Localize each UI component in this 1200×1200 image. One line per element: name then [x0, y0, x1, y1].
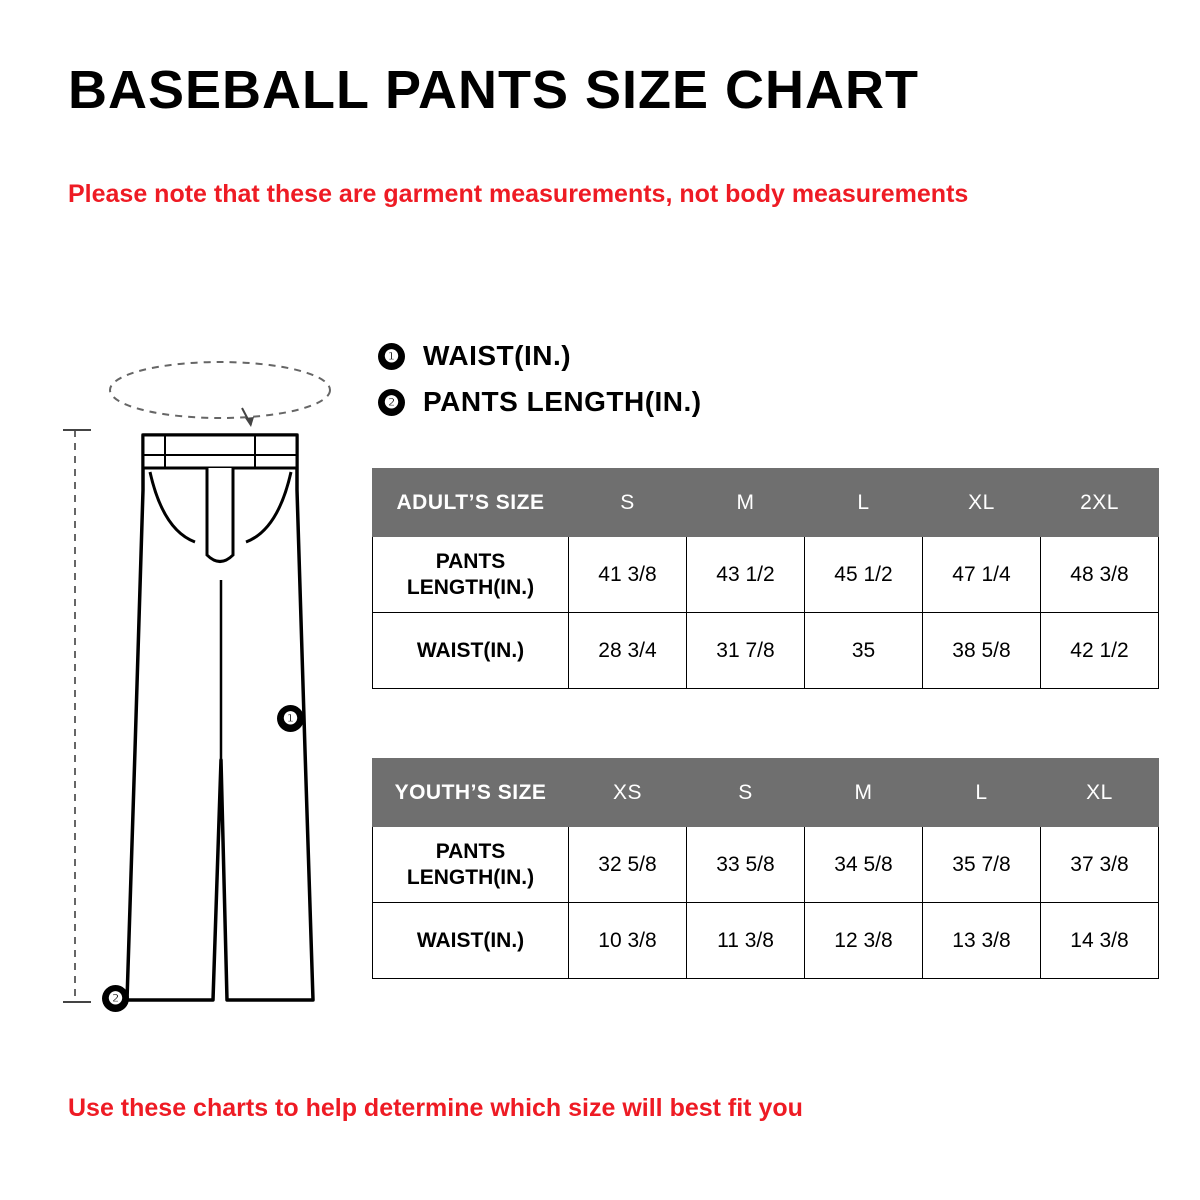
- youth-row-label-pants-length: PANTS LENGTH(IN.): [373, 827, 569, 903]
- adult-pants-length-m: 43 1/2: [687, 537, 805, 613]
- garment-measurement-note: Please note that these are garment measurements, not body measurements: [68, 180, 969, 208]
- youth-waist-m: 12 3/8: [805, 903, 923, 979]
- youth-waist-l: 13 3/8: [923, 903, 1041, 979]
- table-row: [373, 827, 1159, 903]
- diagram-marker-waist: ❶: [277, 705, 304, 732]
- youth-pants-length-l: 35 7/8: [923, 827, 1041, 903]
- page-title: BASEBALL PANTS SIZE CHART: [68, 60, 920, 120]
- youth-pants-length-xs: 32 5/8: [569, 827, 687, 903]
- adult-pants-length-l: 45 1/2: [805, 537, 923, 613]
- youth-pants-length-xl: 37 3/8: [1041, 827, 1159, 903]
- legend-label-pants-length: PANTS LENGTH(IN.): [423, 386, 702, 417]
- diagram-marker-length: ❷: [102, 985, 129, 1012]
- youth-size-table: [372, 758, 1159, 979]
- youth-waist-s: 11 3/8: [687, 903, 805, 979]
- adult-col-m: M: [687, 469, 805, 537]
- youth-waist-xl: 14 3/8: [1041, 903, 1159, 979]
- youth-col-l: L: [923, 759, 1041, 827]
- adult-col-2xl: 2XL: [1041, 469, 1159, 537]
- number-two-icon: ❷: [378, 389, 405, 416]
- adult-table-header-row: [373, 469, 1159, 537]
- table-row: [373, 903, 1159, 979]
- youth-size-header: YOUTH’S SIZE: [373, 759, 569, 827]
- youth-waist-xs: 10 3/8: [569, 903, 687, 979]
- adult-waist-2xl: 42 1/2: [1041, 613, 1159, 689]
- youth-pants-length-m: 34 5/8: [805, 827, 923, 903]
- legend-item-pants-length: [378, 379, 702, 425]
- adult-col-l: L: [805, 469, 923, 537]
- adult-pants-length-xl: 47 1/4: [923, 537, 1041, 613]
- pants-illustration-svg: [55, 330, 375, 1020]
- number-one-icon: ❶: [378, 343, 405, 370]
- size-help-note: Use these charts to help determine which size will best fit you: [68, 1094, 803, 1122]
- adult-row-label-pants-length: PANTS LENGTH(IN.): [373, 537, 569, 613]
- adult-pants-length-2xl: 48 3/8: [1041, 537, 1159, 613]
- youth-table-header-row: [373, 759, 1159, 827]
- youth-col-xl: XL: [1041, 759, 1159, 827]
- adult-row-label-waist: WAIST(IN.): [373, 613, 569, 689]
- adult-waist-m: 31 7/8: [687, 613, 805, 689]
- adult-size-header: ADULT’S SIZE: [373, 469, 569, 537]
- youth-row-label-waist: WAIST(IN.): [373, 903, 569, 979]
- youth-col-s: S: [687, 759, 805, 827]
- youth-col-m: M: [805, 759, 923, 827]
- legend: [378, 333, 702, 425]
- adult-waist-s: 28 3/4: [569, 613, 687, 689]
- legend-item-waist: [378, 333, 702, 379]
- adult-size-table: [372, 468, 1159, 689]
- table-row: [373, 537, 1159, 613]
- youth-pants-length-s: 33 5/8: [687, 827, 805, 903]
- youth-col-xs: XS: [569, 759, 687, 827]
- table-row: [373, 613, 1159, 689]
- adult-waist-xl: 38 5/8: [923, 613, 1041, 689]
- pants-diagram: [55, 330, 375, 1020]
- legend-label-waist: WAIST(IN.): [423, 340, 572, 371]
- adult-pants-length-s: 41 3/8: [569, 537, 687, 613]
- adult-col-xl: XL: [923, 469, 1041, 537]
- adult-col-s: S: [569, 469, 687, 537]
- adult-waist-l: 35: [805, 613, 923, 689]
